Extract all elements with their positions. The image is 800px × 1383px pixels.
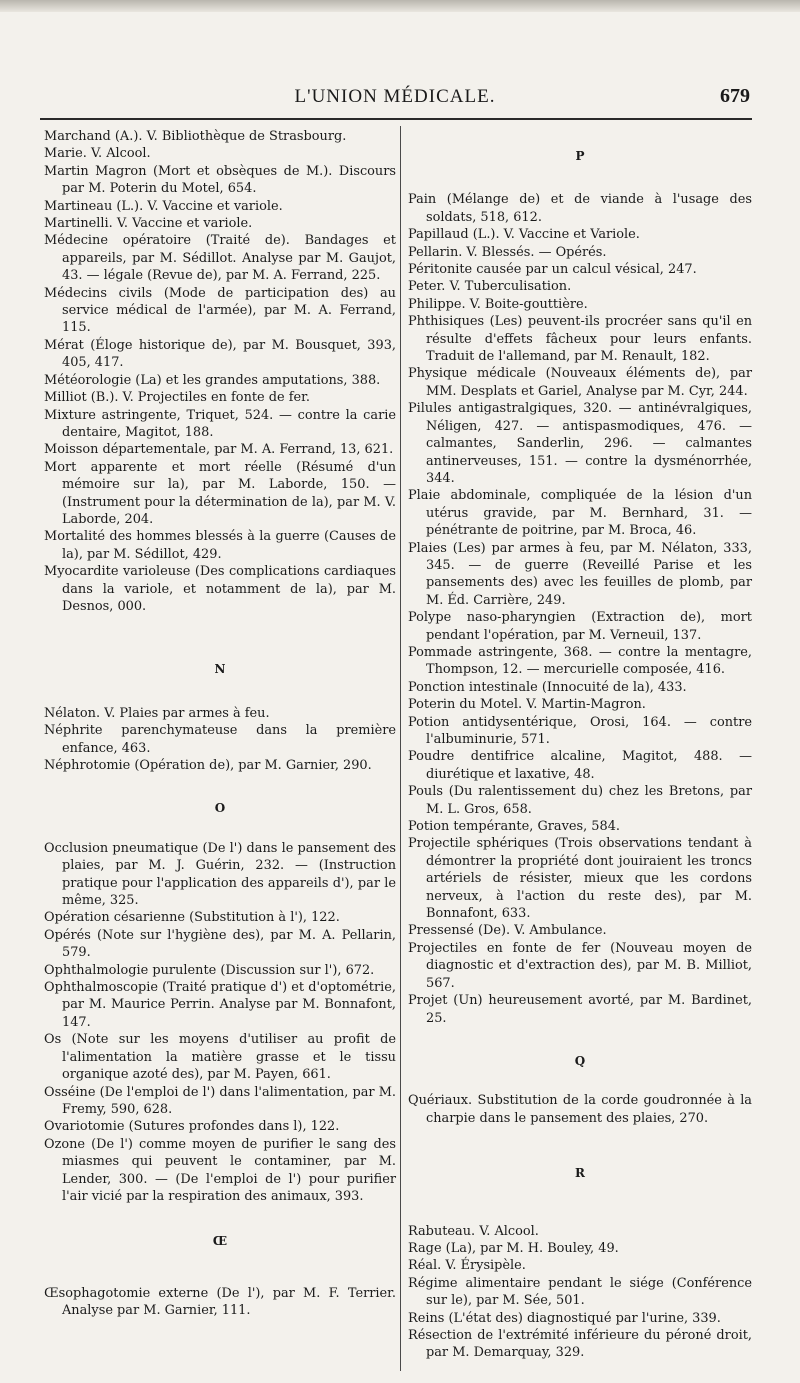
index-entry: Martineau (L.). V. Vaccine et variole. — [44, 198, 283, 214]
index-entry: Potion antidysentérique, Orosi, 164. — contre l'albuminurie, 571. — [408, 714, 752, 747]
page-header — [40, 84, 750, 114]
index-entry: Pressensé (De). V. Ambulance. — [408, 923, 607, 939]
index-entry: Moisson départementale, par M. A. Ferrand, 13, 621. — [44, 442, 394, 458]
index-entry: Ophthalmologie purulente (Discussion sur l'), 672. — [44, 962, 375, 978]
index-entry: Martin Magron (Mort et obsèques de M.). Discours par M. Poterin du Motel, 654. — [44, 163, 396, 197]
index-entry: Régime alimentaire pendant le siége (Conférence sur le), par M. Sée, 501. — [408, 1275, 752, 1309]
index-entry: Médecins civils (Mode de participation des) au service médical de l'armée), par M. A. Ferrand, 115. — [44, 285, 396, 336]
index-entry: Médecine opératoire (Traité de). Bandages et appareils, par M. Sédillot. Analyse par M. Gaujot, 43. — légale (Revue de), par M. A. Ferrand, 225. — [44, 233, 396, 284]
index-entry: Poudre dentifrice alcaline, Magitot, 488. — diurétique et laxative, 48. — [408, 749, 752, 782]
index-entry: Martinelli. V. Vaccine et variole. — [44, 216, 253, 232]
index-entry: Ozone (De l') comme moyen de purifier le sang des miasmes qui peuvent le contaminer, par M. Lender, 300. — (De l'emploi de l') pour purifier l'air vicié par la respiration des animaux, 393. — [44, 1136, 396, 1204]
index-entry: Poterin du Motel. V. Martin-Magron. — [408, 697, 646, 713]
column-divider — [400, 126, 401, 1371]
index-entry: Pouls (Du ralentissement du) chez les Bretons, par M. L. Gros, 658. — [408, 784, 752, 817]
index-entry: Météorologie (La) et les grandes amputations, 388. — [44, 372, 381, 388]
index-entry: Potion tempérante, Graves, 584. — [408, 819, 621, 835]
index-entry: Projectiles en fonte de fer (Nouveau moyen de diagnostic et d'extraction des), par M. B. Milliot, 567. — [408, 940, 752, 991]
index-entry: Mortalité des hommes blessés à la guerre (Causes de la), par M. Sédillot, 429. — [44, 529, 396, 562]
index-entry: Pellarin. V. Blessés. — Opérés. — [408, 244, 607, 260]
top-scan-band — [0, 0, 800, 12]
index-entry: Myocardite varioleuse (Des complications cardiaques dans la variole, et notamment de la), par M. Desnos, 000. — [44, 564, 396, 614]
journal-title: L'UNION MÉDICALE. — [294, 86, 496, 107]
section-letter: P — [575, 149, 585, 163]
index-entry: Papillaud (L.). V. Vaccine et Variole. — [408, 227, 640, 243]
section-letter: N — [214, 662, 226, 677]
index-entry: Ponction intestinale (Innocuité de la), 433. — [408, 679, 687, 695]
index-entry: Néphrotomie (Opération de), par M. Garnier, 290. — [44, 758, 372, 773]
index-entry: Physique médicale (Nouveaux éléments de), par MM. Desplats et Gariel, Analyse par M. Cyr, 244. — [408, 366, 752, 399]
index-entry: Résection de l'extrémité inférieure du péroné droit, par M. Demarquay, 329. — [408, 1327, 752, 1361]
index-entry: Rage (La), par M. H. Bouley, 49. — [408, 1240, 619, 1256]
index-entry: Os (Note sur les moyens d'utiliser au profit de l'alimentation la matière grasse et le tissu organique azoté des), par M. Payen, 661. — [44, 1032, 396, 1083]
index-entry: Philippe. V. Boite-gouttière. — [408, 296, 588, 312]
index-entry: Rabuteau. V. Alcool. — [408, 1223, 539, 1239]
index-entry: Reins (L'état des) diagnostiqué par l'urine, 339. — [408, 1310, 721, 1326]
index-entry: Ophthalmoscopie (Traité pratique d') et d'optométrie, par M. Maurice Perrin. Analyse par M. Bonnafont, 147. — [44, 980, 396, 1030]
index-entry: Mérat (Éloge historique de), par M. Bousquet, 393, 405, 417. — [44, 337, 396, 371]
index-entry: Marchand (A.). V. Bibliothèque de Strasbourg. — [44, 129, 347, 144]
section-letter: Œ — [212, 1234, 228, 1249]
index-entry: Néphrite parenchymateuse dans la première enfance, 463. — [44, 723, 396, 756]
index-entry: Mixture astringente, Triquet, 524. — contre la carie dentaire, Magitot, 188. — [44, 407, 396, 440]
index-entry: Occlusion pneumatique (De l') dans le pansement des plaies, par M. J. Guérin, 232. — (Instruction pratique pour l'application des appareils d'), par le même, 325. — [44, 840, 396, 909]
right-column — [408, 128, 752, 1362]
index-entry: Marie. V. Alcool. — [44, 146, 151, 162]
index-entry: Milliot (B.). V. Projectiles en fonte de fer. — [44, 390, 310, 406]
index-entry: Polype naso-pharyngien (Extraction de), mort pendant l'opération, par M. Verneuil, 137. — [408, 610, 752, 643]
index-entry: Osséine (De l'emploi de l') dans l'alimentation, par M. Fremy, 590, 628. — [44, 1084, 396, 1117]
index-entry: Pommade astringente, 368. — contre la mentagre, Thompson, 12. — mercurielle composée, 416. — [408, 644, 752, 678]
index-entry: Ovariotomie (Sutures profondes dans l), 122. — [44, 1119, 340, 1135]
index-entry: Opérés (Note sur l'hygiène des), par M. A. Pellarin, 579. — [44, 927, 396, 961]
page-number: 679 — [720, 85, 750, 107]
section-letter: Q — [574, 1053, 586, 1068]
index-entry: Projet (Un) heureusement avorté, par M. Bardinet, 25. — [408, 993, 752, 1026]
index-entry: Réal. V. Érysipèle. — [408, 1258, 526, 1274]
index-entry: Pain (Mélange de) et de viande à l'usage des soldats, 518, 612. — [408, 192, 752, 225]
index-entry: Quériaux. Substitution de la corde goudronnée à la charpie dans le pansement des plaies, 270. — [408, 1093, 752, 1126]
header-rule — [40, 118, 752, 120]
index-entry: Nélaton. V. Plaies par armes à feu. — [44, 705, 270, 721]
index-entry: Mort apparente et mort réelle (Résumé d'un mémoire sur la), par M. Laborde, 150. — (Instrument pour la détermination de la), par M. V. Laborde, 204. — [44, 459, 396, 527]
index-entry: Œsophagotomie externe (De l'), par M. F. Terrier. Analyse par M. Garnier, 111. — [44, 1285, 396, 1319]
index-entry: Plaies (Les) par armes à feu, par M. Nélaton, 333, 345. — de guerre (Reveillé Parise et les pansements des) avec les feuilles de plomb, par M. Éd. Carrière, 249. — [408, 540, 752, 608]
index-entry: Phthisiques (Les) peuvent-ils procréer sans qu'il en résulte d'effets fâcheux pour leurs enfants. Traduit de l'allemand, par M. Renault, 182. — [408, 314, 752, 365]
left-column — [44, 128, 396, 1320]
index-entry: Projectile sphériques (Trois observations tendant à démontrer la propriété dont jouiraient les troncs artériels de résister, mieux que les cordons nerveux, à l'action du reste des), par M. Bonnafont, 633. — [408, 836, 752, 922]
section-letter: R — [575, 1166, 585, 1181]
index-entry: Pilules antigastralgiques, 320. — antinévralgiques, Néligen, 427. — antispasmodiques, 476. — calmantes, Sanderlin, 296. — calmantes antinerveuses, 151. — contre la dysménorrhée, 344. — [408, 401, 752, 486]
index-entry: Péritonite causée par un calcul vésical, 247. — [408, 262, 697, 278]
index-entry: Opération césarienne (Substitution à l'), 122. — [44, 910, 340, 926]
section-letter: O — [214, 801, 226, 816]
index-entry: Peter. V. Tuberculisation. — [408, 279, 572, 295]
index-entry: Plaie abdominale, compliquée de la lésion d'un utérus gravide, par M. Bernhard, 31. — pénétrante de poitrine, par M. Broca, 46. — [408, 488, 752, 539]
